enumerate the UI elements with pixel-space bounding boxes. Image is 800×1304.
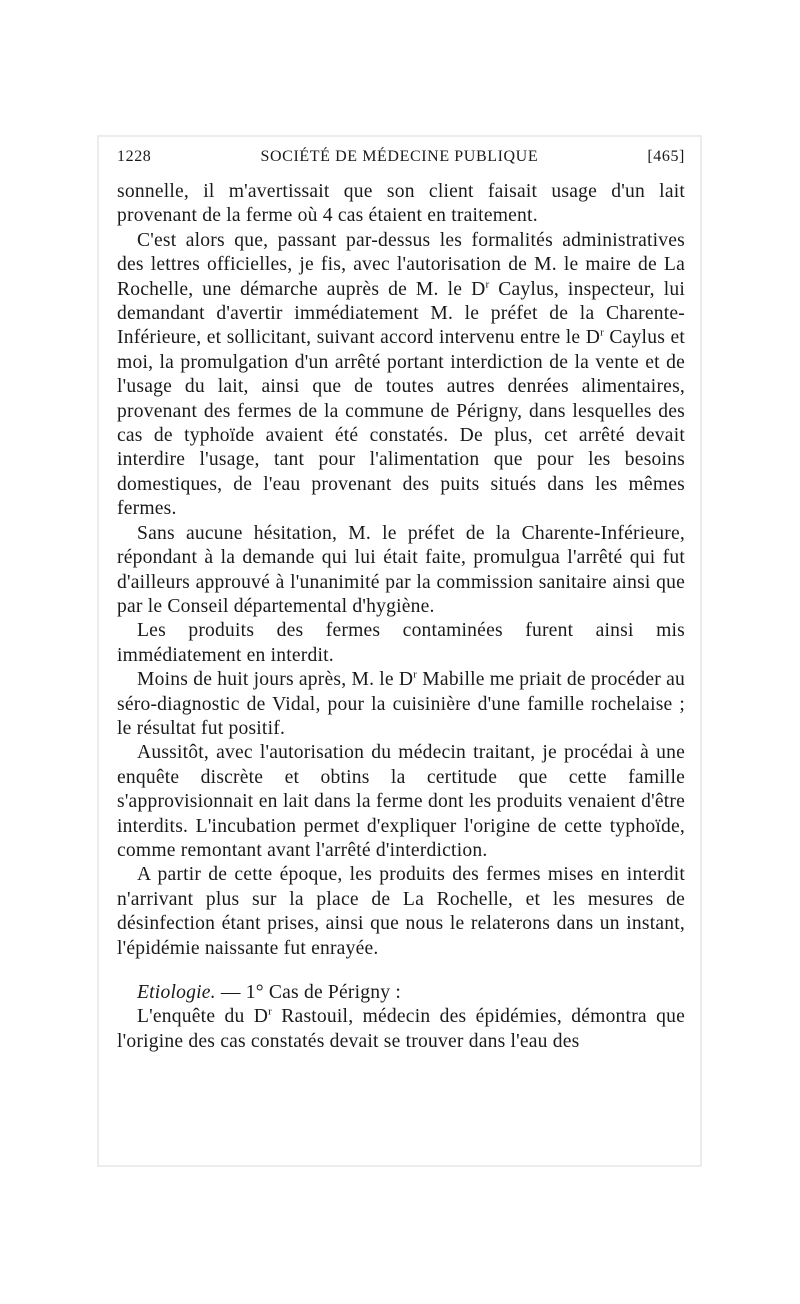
superscript: r <box>485 278 490 291</box>
paragraph: Sans aucune hésitation, M. le préfet de la Charente-Inférieure, répondant à la demande qui lui était faite, promulgua l'arrêté qui fut d'ailleurs approuvé à l'unanimité par la commission sanitaire ainsi que par le Conseil départemental d'hygiène. <box>117 522 685 617</box>
paragraph: sonnelle, il m'avertissait que son client faisait usage d'un lait provenant de la ferme où 4 cas étaient en traitement. <box>117 181 685 227</box>
superscript: r <box>600 326 604 339</box>
paragraph: C'est alors que, passant par-dessus les formalités administratives des lettres officielles, je fis, avec l'autorisation de M. le maire de La Rochelle, une démarche auprès de M. le $D^r$ Caylus, inspecteur, lui demandant d'avertir immédiatement M. le préfet de la Charente-Inférieure, et sollicitant, suivant accord intervenu entre le $D^r$ Caylus et moi, la promulgation d'un arrêté portant interdiction de la vente et de l'usage du lait, ainsi que de toutes autres denrées alimentaires, provenant des fermes de la commune de Périgny, dans lesquelles des cas de typhoïde avaient été constatés. De plus, cet arrêté devait interdire l'usage, tant pour l'alimentation que pour les besoins domestiques, de l'eau provenant des puits situés dans les mêmes fermes. <box>117 229 685 520</box>
running-title: SOCIÉTÉ DE MÉDECINE PUBLIQUE <box>260 148 539 165</box>
section-heading: Etiologie. — 1° Cas de Périgny : <box>137 982 402 1003</box>
paragraph: Moins de huit jours après, M. le $D^r$ Mabille me priait de procéder au séro-diagnostic de Vidal, pour la cuisinière d'une famille rochelaise ; le résultat fut positif. <box>117 668 686 739</box>
paragraph: Les produits des fermes contaminées furent ainsi mis immédiatement en interdit. <box>117 620 685 666</box>
page-content <box>117 148 685 1054</box>
paragraph: Aussitôt, avec l'autorisation du médecin traitant, je procédai à une enquête discrète et obtins la certitude que cette famille s'approvisionnait en lait dans la ferme dont les produits venaient d'être interdits. L'incubation permet d'expliquer l'origine de cette typhoïde, comme remontant avant l'arrêté d'interdiction. <box>117 742 685 861</box>
superscript: r <box>268 1005 272 1018</box>
body-text <box>117 180 685 1054</box>
page-number: 1228 <box>117 148 152 165</box>
paragraph: L'enquête du $D^r$ Rastouil, médecin des épidémies, démontra que l'origine des cas constatés devait se trouver dans l'eau des <box>117 1005 685 1052</box>
paragraph: A partir de cette époque, les produits des fermes mises en interdit n'arrivant plus sur la place de La Rochelle, et les mesures de désinfection étant prises, ainsi que nous le relaterons dans un instant, l'épidémie naissante fut enrayée. <box>117 864 685 959</box>
superscript: r <box>413 668 418 681</box>
running-header <box>117 148 685 172</box>
bracket-page-number: [465] <box>647 148 685 165</box>
